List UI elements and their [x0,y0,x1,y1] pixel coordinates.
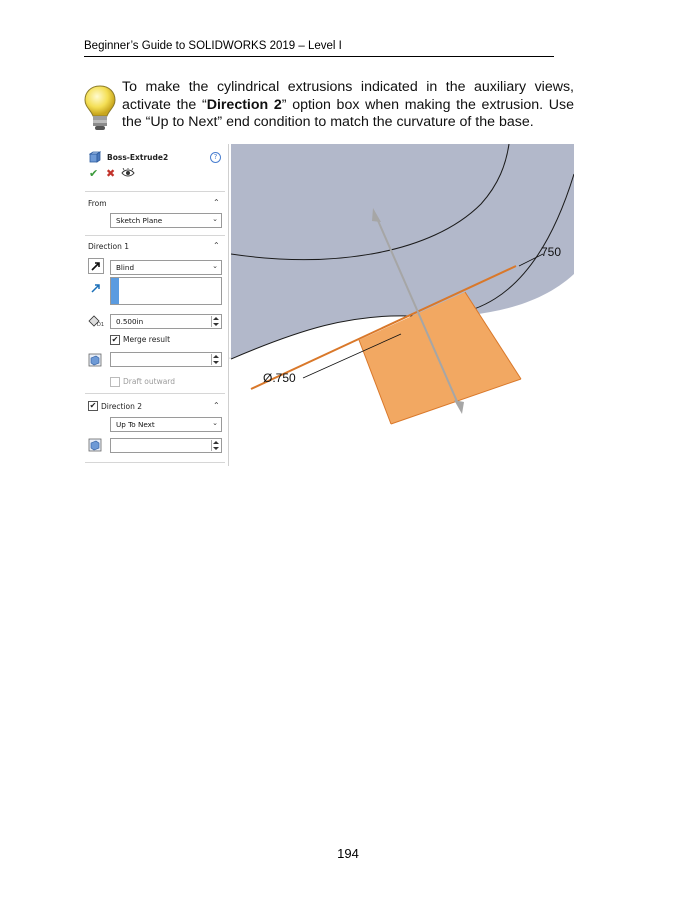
direction2-collapse-toggle[interactable]: ⌃ [213,401,220,410]
help-icon[interactable]: ? [210,152,221,163]
selection-box-highlight [111,278,119,304]
from-dropdown[interactable] [110,213,222,228]
page-number: 194 [337,846,359,861]
tip-paragraph: To make the cylindrical extrusions indicated in the auxiliary views, activate the “Direction 2” option box when making the extrusion. Use the “Up to Next” end condition to match the curvature of the base. [122,79,574,130]
feature-title-row [85,150,227,164]
property-manager-panel [83,144,232,466]
direction2-draft-input[interactable] [110,438,222,453]
draft-outward-label: Draft outward [123,377,176,386]
draft-icon [87,352,103,368]
header-rule [84,56,554,57]
depth-spinner[interactable] [211,316,220,327]
lightbulb-icon [83,84,117,132]
dimension-diameter-label[interactable]: Ø.750 [263,371,296,385]
draft-outward-checkbox[interactable] [110,377,120,387]
panel-border [228,144,232,466]
direction1-end-condition-value: Blind [116,263,135,272]
merge-result-checkbox[interactable]: ✔ [111,335,119,344]
depth-input[interactable] [110,314,222,329]
divider [85,191,225,192]
divider [85,462,225,463]
preview-eye-icon[interactable] [121,168,135,178]
from-collapse-toggle[interactable]: ⌃ [213,198,220,207]
divider [85,393,225,394]
feature-title: Boss-Extrude2 [107,153,169,162]
cancel-button[interactable]: ✖ [106,167,116,180]
direction1-collapse-toggle[interactable]: ⌃ [213,241,220,250]
direction2-end-condition-dropdown[interactable] [110,417,222,432]
direction2-section-label: Direction 2 [101,402,143,411]
graphics-viewport[interactable] [231,144,574,470]
boss-extrude-icon [89,151,101,163]
from-section-label: From [88,199,107,208]
ok-button[interactable]: ✔ [89,167,99,180]
reverse-direction-icon [89,259,103,273]
divider [85,235,225,236]
direction-vector-icon [90,282,102,294]
from-value: Sketch Plane [116,216,163,225]
direction2-checkbox[interactable]: ✔ [89,401,97,410]
draft-icon [87,437,103,453]
chevron-down-icon: ⌄ [212,262,218,270]
direction-selection-box[interactable] [110,277,222,305]
direction1-section-label: Direction 1 [88,242,130,251]
panel-splitter-handle[interactable]: ◦ [229,356,232,362]
chevron-down-icon: ⌄ [212,419,218,427]
tip-bold-term: Direction 2 [206,96,282,113]
dimension-top-label[interactable]: 750 [541,245,562,259]
direction2-draft-spinner[interactable] [211,440,220,451]
direction2-end-condition-value: Up To Next [116,420,155,429]
depth-value: 0.500in [116,317,144,326]
direction1-end-condition-dropdown[interactable] [110,260,222,275]
reverse-direction-button[interactable] [88,258,104,274]
draft-angle-input[interactable] [110,352,222,367]
merge-result-label: Merge result [123,335,171,344]
chevron-down-icon: ⌄ [212,215,218,223]
svg-text:D1: D1 [97,322,104,327]
draft-angle-spinner[interactable] [211,354,220,365]
depth-icon [87,313,104,327]
running-header: Beginner’s Guide to SOLIDWORKS 2019 – Level I [84,40,342,52]
